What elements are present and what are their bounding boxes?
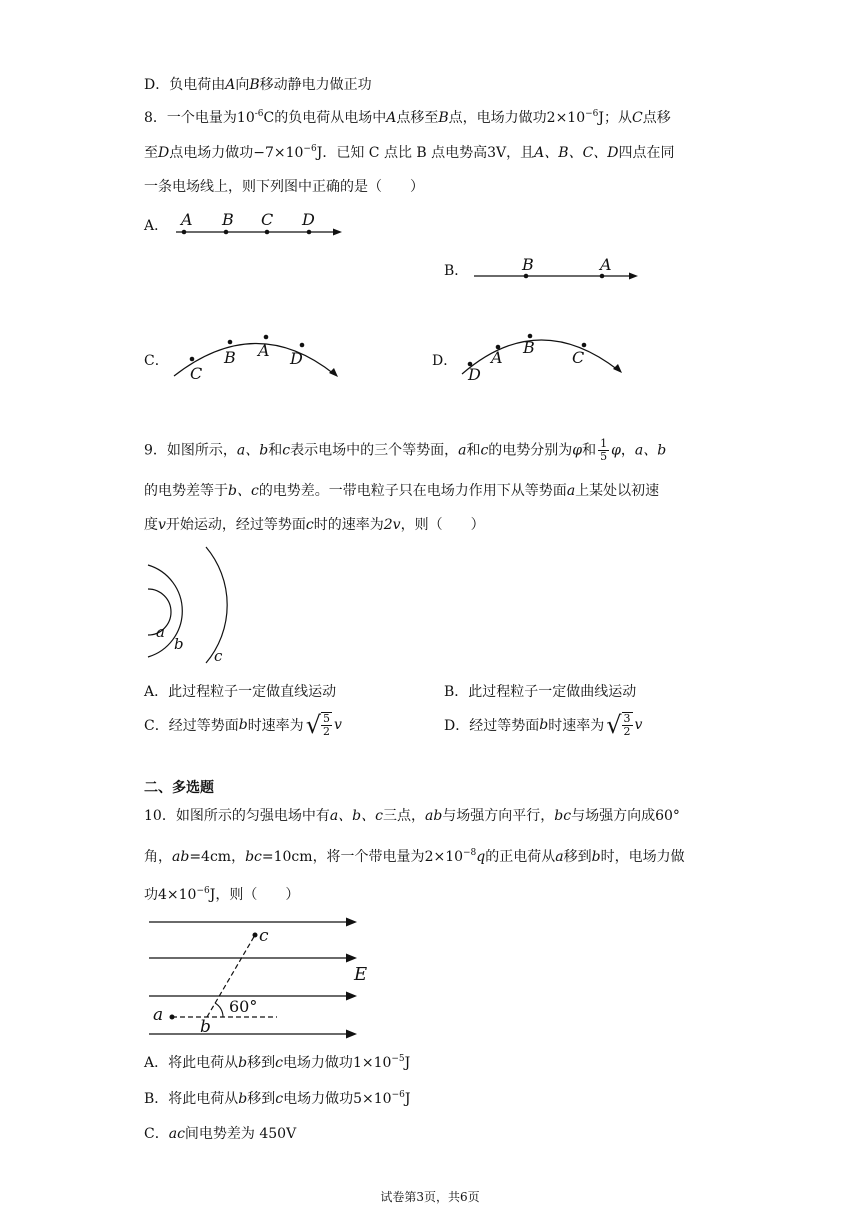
q8-l1a: 8．一个电量为 xyxy=(144,110,237,126)
q10-label-E: E xyxy=(354,964,368,985)
q10-w: 4×10 xyxy=(158,887,197,903)
q10-l2f: 时，电场力做 xyxy=(600,849,685,865)
q7-optd-mid: 向 xyxy=(235,77,250,93)
q8-work2-unit: J xyxy=(316,145,323,161)
q8a-label-1: A xyxy=(181,210,193,229)
q9-option-d xyxy=(444,712,642,738)
q9-l3a: 度 xyxy=(144,517,158,533)
q9-c: c xyxy=(282,442,291,459)
q10b-exp: −6 xyxy=(391,1090,405,1100)
q10c-pre: C． xyxy=(144,1126,169,1142)
q8-option-d-figure xyxy=(458,322,638,384)
q8-work-exp: −6 xyxy=(585,109,599,119)
q9d-mid: 时速率为 xyxy=(548,718,605,734)
q8-l1c: 点移至 xyxy=(396,110,439,126)
q9-label-b: b xyxy=(174,635,184,653)
q8-option-d-label: D． xyxy=(432,353,458,369)
q10a-exp: −5 xyxy=(391,1054,405,1064)
q8-l2-D: D xyxy=(158,145,170,161)
q9-l1d: 和 xyxy=(466,442,481,459)
q10-label-a: a xyxy=(153,1005,164,1025)
q8d-label-1: D xyxy=(468,365,481,384)
q9c-den: 2 xyxy=(322,725,330,738)
q10-option-c xyxy=(144,1123,296,1143)
q10-q-sym: q xyxy=(476,849,486,865)
q9c-b: b xyxy=(238,717,248,733)
q10-ab-val: =4cm xyxy=(189,849,232,865)
q10-l1c: 与场强方向平行， xyxy=(442,808,555,824)
q10-angle: 60° xyxy=(655,808,680,824)
q8b-label-1: B xyxy=(522,255,534,274)
q8-option-a-label: A． xyxy=(144,218,169,234)
q9-c2: c xyxy=(480,442,489,459)
q8-l2a: 至 xyxy=(144,145,158,161)
q9-l2c: 上某处以初速 xyxy=(575,483,660,499)
q9-c3: c xyxy=(305,517,314,533)
q8-option-c-figure xyxy=(168,324,348,384)
q9-surface-c xyxy=(206,547,227,663)
q10-point-a xyxy=(170,1015,175,1020)
q9-option-a: A．此过程粒子一定做直线运动 xyxy=(144,684,337,700)
q8-l2e: 四点在同 xyxy=(618,145,675,161)
q8a-dot-4 xyxy=(307,230,312,235)
q9-phi2: φ xyxy=(611,442,621,459)
q10-l1a: 10．如图所示的匀强电场中有 xyxy=(144,808,330,824)
q9-bc: b、c xyxy=(228,483,259,499)
q9c-pre: C．经过等势面 xyxy=(144,718,239,734)
q7-optd-suffix: 移动静电力做正功 xyxy=(259,77,372,93)
q8-points: A、B、C、D xyxy=(534,145,619,161)
q9-phi: φ xyxy=(572,442,583,459)
q10b-pre: B．将此电荷从 xyxy=(144,1091,239,1107)
q10b-unit: J xyxy=(404,1091,411,1107)
q9-l1a: 9．如图所示， xyxy=(144,442,237,459)
q9-ab2: a、b xyxy=(634,442,667,459)
q7-optd-prefix: D．负电荷由 xyxy=(144,77,226,93)
q8c-label-2: B xyxy=(224,348,236,367)
q9-l1e: 的电势分别为 xyxy=(488,442,573,459)
q10-angle-arc xyxy=(215,1003,223,1017)
q8-l1d: 点，电场力做功 xyxy=(448,110,547,126)
q9-option-c xyxy=(144,712,342,738)
q10-l1b: 三点， xyxy=(382,808,425,824)
q10-option-a xyxy=(144,1052,410,1072)
q10-l2a: 角， xyxy=(144,849,172,865)
q9-l3d: ，则（ ） xyxy=(400,517,485,533)
q10-bc: bc xyxy=(554,808,572,824)
q10-q: 2×10 xyxy=(424,849,464,865)
q9d-v: v xyxy=(634,717,643,733)
q9-option-b: B．此过程粒子一定做曲线运动 xyxy=(444,684,637,700)
q8d-dot-4 xyxy=(582,343,587,348)
q8-charge-exp: -6 xyxy=(254,109,264,119)
q7-option-d xyxy=(144,74,372,94)
q9d-den: 2 xyxy=(623,725,631,738)
q10-point-c xyxy=(253,933,258,938)
q8-charge-unit: C xyxy=(263,110,275,126)
q8-l2c: ．已知 C 点比 B 点电势高 xyxy=(322,145,488,161)
q9-l1b: 和 xyxy=(268,442,283,459)
q9-equipotential-figure xyxy=(140,545,260,670)
q10a-c: c xyxy=(275,1055,283,1071)
q8c-label-3: A xyxy=(258,341,270,360)
q8a-dot-3 xyxy=(265,230,270,235)
q10b-val: 5×10 xyxy=(353,1091,392,1107)
q9-label-c: c xyxy=(214,647,223,665)
q8d-label-4: C xyxy=(572,348,585,367)
q8a-label-2: B xyxy=(222,210,234,229)
q9-line1 xyxy=(144,438,666,463)
q10-line2 xyxy=(144,846,685,866)
q10-bc-val: =10cm xyxy=(261,849,313,865)
q9-label-a: a xyxy=(156,623,165,641)
q10a-post: 电场力做功 xyxy=(282,1055,353,1071)
q8c-label-4: D xyxy=(290,349,303,368)
q10a-b: b xyxy=(238,1055,248,1071)
q10-label-angle: 60° xyxy=(229,997,258,1016)
q8-work2-exp: −6 xyxy=(303,144,317,154)
q9-frac-num: 1 xyxy=(600,437,608,450)
q8a-dot-2 xyxy=(224,230,229,235)
q8d-label-2: A xyxy=(491,348,503,367)
q8-option-b-label: B． xyxy=(444,263,469,279)
q10b-c: c xyxy=(275,1091,284,1107)
q9-fraction xyxy=(598,438,609,463)
q9-frac-den: 5 xyxy=(600,450,608,463)
q8b-dot-2 xyxy=(600,274,605,279)
q10b-post: 电场力做功 xyxy=(283,1091,354,1107)
q8a-label-3: C xyxy=(261,210,274,229)
q9-ab: a、b xyxy=(236,442,269,459)
q9d-b: b xyxy=(539,717,549,733)
q9d-num: 3 xyxy=(623,712,631,725)
q9-a2: a xyxy=(458,442,467,459)
q10-l2d: 的正电荷从 xyxy=(485,849,556,865)
q10-w-exp: −6 xyxy=(196,886,210,896)
q8-l1b: 的负电荷从电场中 xyxy=(274,110,387,126)
q9d-sqrt: √ $\frac{3}{2}$ xyxy=(606,711,631,739)
q10-option-b xyxy=(144,1088,410,1108)
q8c-dot-3 xyxy=(264,335,269,340)
q8-l1-C: C xyxy=(632,110,643,126)
q8-charge: 10 xyxy=(236,110,255,126)
q8c-dot-2 xyxy=(228,340,233,345)
q9-line3 xyxy=(144,514,485,534)
q8c-dot-1 xyxy=(190,357,195,362)
q9-l2a: 的电势差等于 xyxy=(144,483,228,499)
q10b-b: b xyxy=(238,1091,248,1107)
section-heading-multi-choice: 二、多选题 xyxy=(144,780,214,796)
q10-l3a: 功 xyxy=(144,887,158,903)
q8b-dot-1 xyxy=(524,274,529,279)
q9-l1c: 表示电场中的三个等势面， xyxy=(290,442,459,459)
q8-line1 xyxy=(144,107,671,127)
q10-l3b: ，则（ ） xyxy=(215,887,300,903)
q10-ab: ab xyxy=(424,808,443,824)
q8-work-unit: J；从 xyxy=(598,110,633,126)
q8-l1-B: B xyxy=(438,110,449,126)
q9c-num: 5 xyxy=(322,712,330,725)
q8-l2d: ，且 xyxy=(506,145,535,161)
q9c-v: v xyxy=(333,717,342,733)
q9-line2 xyxy=(144,480,659,500)
q8-option-a-figure xyxy=(170,205,350,241)
q8c-label-1: C xyxy=(190,364,203,383)
q10c-post: 间电势差为 450V xyxy=(184,1126,297,1142)
q10-b: b xyxy=(591,849,601,865)
q8-work: 2×10 xyxy=(546,110,586,126)
q9c-sqrt: √ $\frac{5}{2}$ xyxy=(305,711,330,739)
q10-l2c: ，将一个带电量为 xyxy=(312,849,425,865)
q9c-mid: 时速率为 xyxy=(247,718,304,734)
q10-label-b: b xyxy=(200,1017,211,1037)
q10a-unit: J xyxy=(404,1055,411,1071)
q9d-pre: D．经过等势面 xyxy=(444,718,540,734)
q8c-dot-4 xyxy=(300,343,305,348)
q10a-val: 1×10 xyxy=(352,1055,392,1071)
q10-l2e: 移到 xyxy=(563,849,592,865)
q8-work2: −7×10 xyxy=(253,145,304,161)
q10-uniform-field-figure xyxy=(145,910,385,1046)
q10a-mid: 移到 xyxy=(247,1055,276,1071)
q10-line1 xyxy=(144,805,680,825)
q10-line3 xyxy=(144,884,299,904)
q8-option-c-label: C． xyxy=(144,353,169,369)
q10-l1d: 与场强方向成 xyxy=(571,808,656,824)
q8-l1-A: A xyxy=(386,110,397,126)
q8-l2b: 点电场力做功 xyxy=(169,145,254,161)
q9-v: v xyxy=(158,517,166,533)
q8-line3: 一条电场线上，则下列图中正确的是（ ） xyxy=(144,179,424,195)
q9-a3: a xyxy=(566,483,576,499)
q10c-ac: ac xyxy=(168,1126,185,1142)
q7-optd-a: A xyxy=(225,77,236,93)
q10-ab2: ab xyxy=(172,849,190,865)
q9-l2b: 的电势差。一带电粒子只在电场力作用下从等势面 xyxy=(258,483,567,499)
q9-l1f: 和 xyxy=(582,442,597,459)
q9-l1g: ， xyxy=(620,442,635,459)
q8a-dot-1 xyxy=(182,230,187,235)
q10b-mid: 移到 xyxy=(247,1091,276,1107)
q10-w-unit: J xyxy=(209,887,216,903)
q10-l2b: ， xyxy=(231,849,246,865)
page-footer: 试卷第3页，共6页 xyxy=(380,1190,480,1204)
q9-l3b: 开始运动，经过等势面 xyxy=(165,517,306,533)
q8-line2 xyxy=(144,142,675,162)
q10-label-c: c xyxy=(259,926,269,946)
q8-option-b-figure xyxy=(470,252,650,286)
q9-l3c: 时的速率为 xyxy=(313,517,384,533)
q10-q-exp: −8 xyxy=(463,848,477,858)
q10-a: a xyxy=(555,849,564,865)
q8-l1e: 点移 xyxy=(642,110,671,126)
q8-volt: 3V xyxy=(487,145,507,161)
q10-bc2: bc xyxy=(245,849,262,865)
q9-2v: 2v xyxy=(383,517,401,533)
q8a-label-4: D xyxy=(302,210,315,229)
q8b-label-2: A xyxy=(600,255,612,274)
q10a-pre: A．将此电荷从 xyxy=(144,1055,239,1071)
q7-optd-b: B xyxy=(249,77,260,93)
q10-abc: a、b、c xyxy=(329,808,383,824)
q8d-label-3: B xyxy=(523,338,535,357)
